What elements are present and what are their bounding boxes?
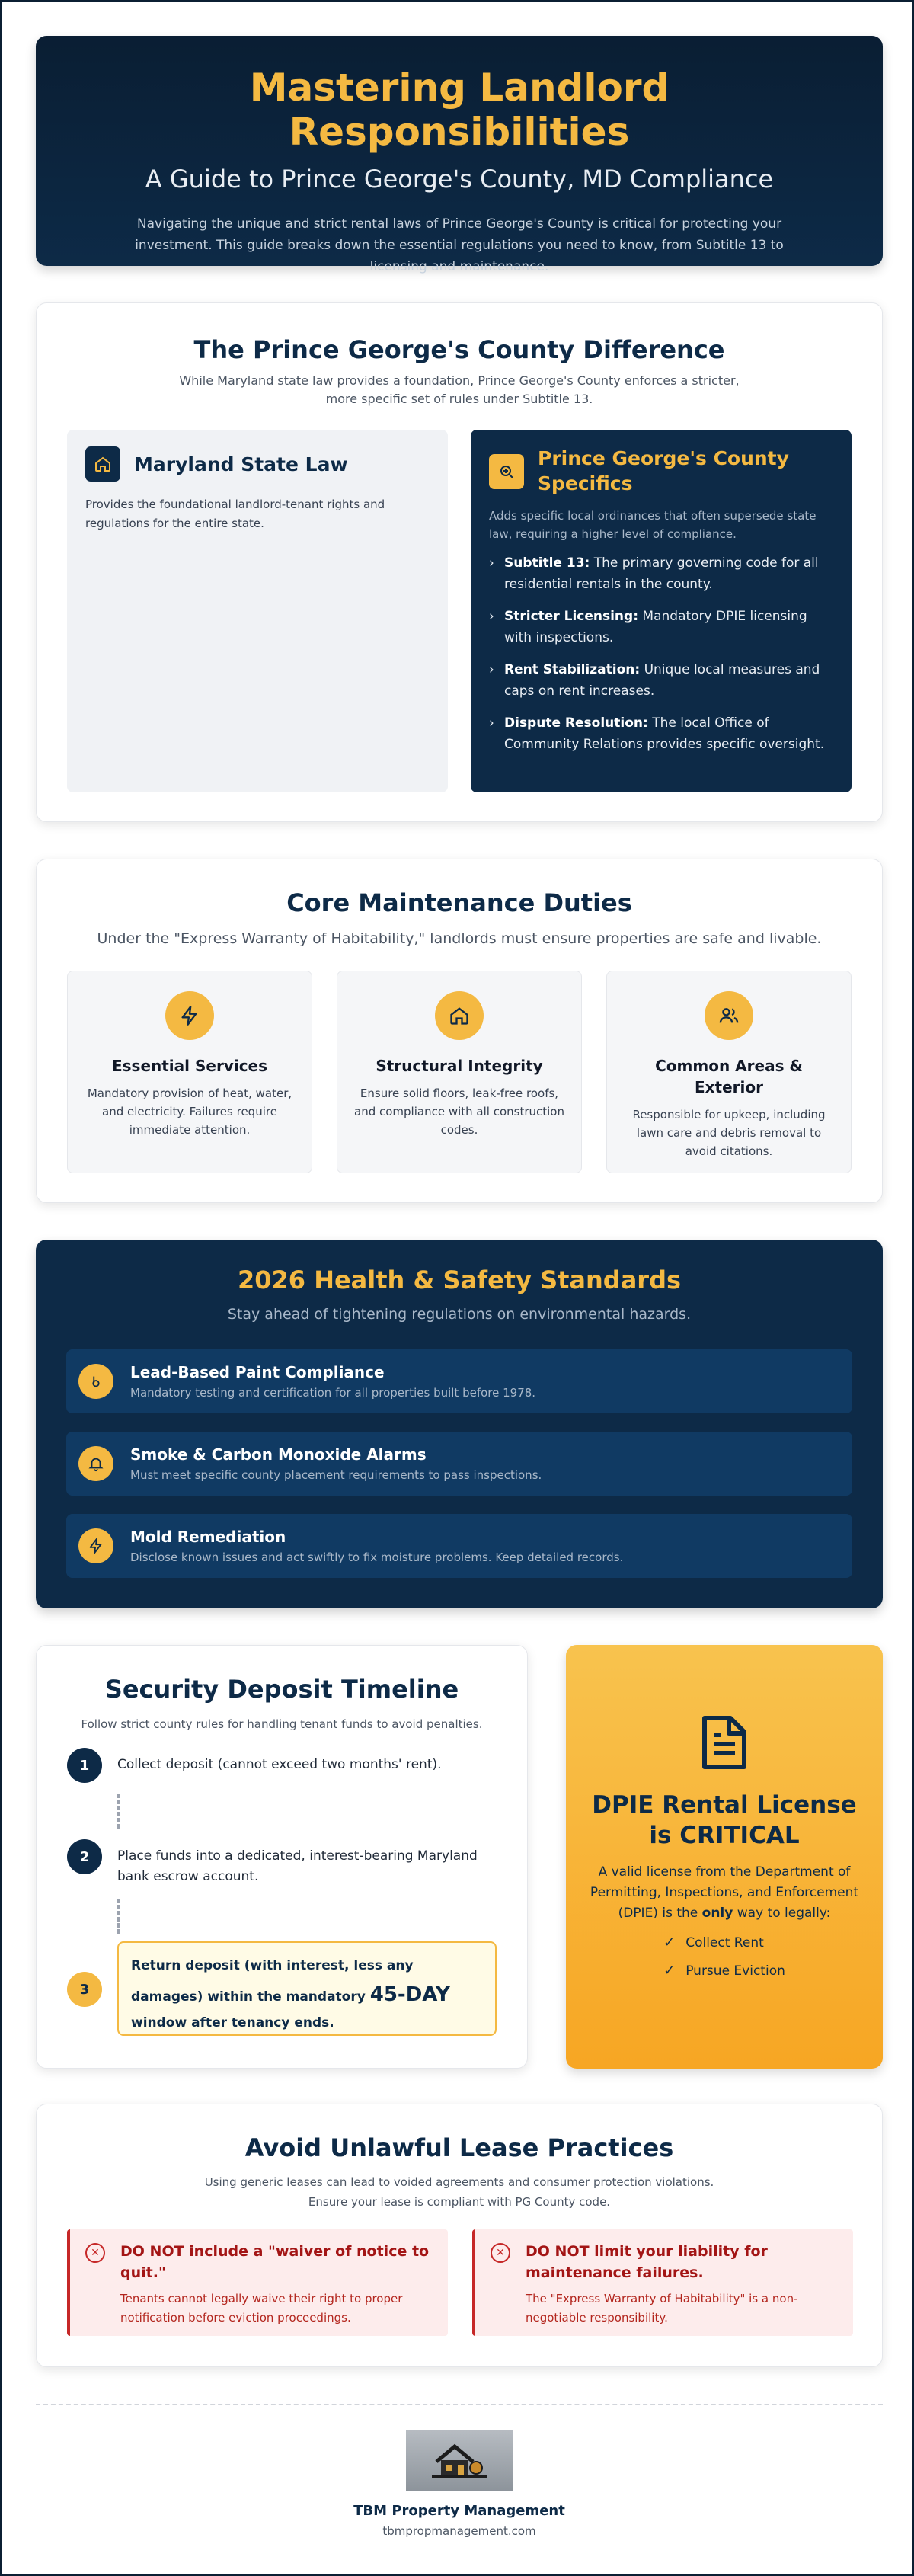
home-icon bbox=[85, 446, 120, 482]
x-circle-icon: ✕ bbox=[491, 2243, 510, 2263]
warning-text: Tenants cannot legally waive their right to proper notification before eviction proceedings. bbox=[120, 2292, 403, 2325]
section-subtitle: Follow strict county rules for handling tenant funds to avoid penalties. bbox=[81, 1717, 483, 1731]
section-title: 2026 Health & Safety Standards bbox=[237, 1266, 682, 1294]
section-subtitle: Stay ahead of tightening regulations on environmental hazards. bbox=[227, 1306, 692, 1323]
step-number: 2 bbox=[67, 1839, 102, 1874]
health-safety-section bbox=[36, 1240, 883, 1608]
duty-text: Responsible for upkeep, including lawn care and debris removal to avoid citations. bbox=[632, 1108, 826, 1158]
chevron-right-icon: › bbox=[489, 715, 494, 731]
warning-title: DO NOT include a "waiver of notice to quit." bbox=[120, 2243, 430, 2281]
list-item: ✓ Collect Rent bbox=[663, 1934, 764, 1951]
county-difference-section bbox=[36, 302, 883, 822]
paint-icon bbox=[78, 1364, 113, 1399]
dpie-license-callout bbox=[566, 1645, 883, 2069]
company-name: TBM Property Management bbox=[353, 2503, 565, 2519]
check-icon: ✓ bbox=[663, 1934, 676, 1951]
company-website-link[interactable]: tbmpropmanagement.com bbox=[382, 2524, 536, 2538]
section-subtitle: While Maryland state law provides a foundation, Prince George's County enforces a stricter, more specific set of rules under Subtitle 13. bbox=[179, 373, 740, 406]
timeline-connector bbox=[117, 1899, 120, 1934]
standard-text: Disclose known issues and act swiftly to fix moisture problems. Keep detailed records. bbox=[130, 1550, 624, 1564]
standard-title: Smoke & Carbon Monoxide Alarms bbox=[130, 1445, 427, 1464]
search-icon bbox=[489, 454, 524, 489]
list-item: › Stricter Licensing: Mandatory DPIE licensing with inspections. bbox=[489, 606, 833, 648]
duty-card-essential-services bbox=[67, 971, 312, 1173]
list-item: ✓ Pursue Eviction bbox=[663, 1963, 785, 1979]
home-icon bbox=[435, 991, 484, 1040]
lightning-icon bbox=[165, 991, 214, 1040]
standard-item-alarms bbox=[66, 1432, 852, 1496]
lightning-icon bbox=[78, 1528, 113, 1563]
section-title: Core Maintenance Duties bbox=[286, 888, 632, 917]
page-title: Mastering Landlord Responsibilities bbox=[249, 66, 670, 154]
duty-title: Common Areas & Exterior bbox=[655, 1057, 803, 1096]
standard-item-mold bbox=[66, 1514, 852, 1578]
page-subtitle: A Guide to Prince George's County, MD Compliance bbox=[145, 165, 774, 194]
section-subtitle: Under the "Express Warranty of Habitability," landlords must ensure properties are safe and livable. bbox=[97, 930, 822, 947]
hero-intro: Navigating the unique and strict rental laws of Prince George's County is critical for protecting your investment. This guide breaks down the essential regulations you need to know, from Subtitle 13 to licensing and maintenance. bbox=[135, 216, 784, 275]
county-specifics-card bbox=[471, 430, 852, 792]
warning-title: DO NOT limit your liability for maintenance failures. bbox=[526, 2243, 768, 2281]
duty-text: Ensure solid floors, leak-free roofs, and compliance with all construction codes. bbox=[354, 1086, 564, 1137]
deadline-highlight: 45-DAY bbox=[369, 1982, 450, 2006]
list-item: › Dispute Resolution: The local Office of Community Relations provides specific oversight. bbox=[489, 712, 833, 755]
chevron-right-icon: › bbox=[489, 609, 494, 625]
state-law-title: Maryland State Law bbox=[134, 453, 348, 475]
standard-text: Must meet specific county placement requirements to pass inspections. bbox=[130, 1468, 542, 1482]
duty-title: Structural Integrity bbox=[376, 1057, 543, 1075]
timeline-step-2 bbox=[67, 1839, 497, 1887]
lease-practices-section bbox=[36, 2104, 883, 2367]
timeline-step-1 bbox=[67, 1748, 497, 1783]
standard-text: Mandatory testing and certification for all properties built before 1978. bbox=[130, 1386, 536, 1400]
dpie-title: DPIE Rental License is CRITICAL bbox=[592, 1791, 857, 1850]
security-deposit-section bbox=[36, 1645, 528, 2069]
dpie-text: A valid license from the Department of Permitting, Inspections, and Enforcement (DPIE) is the only way to legally: bbox=[590, 1864, 859, 1921]
company-logo bbox=[406, 2430, 513, 2491]
bell-icon bbox=[78, 1446, 113, 1481]
users-icon bbox=[705, 991, 753, 1040]
step-text: Collect deposit (cannot exceed two months' rent). bbox=[117, 1757, 442, 1772]
warning-box-liability bbox=[472, 2229, 853, 2336]
duty-card-structural-integrity bbox=[337, 971, 582, 1173]
step-number: 3 bbox=[67, 1972, 102, 2007]
standard-item-lead-paint bbox=[66, 1349, 852, 1413]
warning-box-waiver bbox=[67, 2229, 448, 2336]
chevron-right-icon: › bbox=[489, 662, 494, 678]
section-subtitle: Using generic leases can lead to voided agreements and consumer protection violations. Ensure your lease is compliant with PG County code. bbox=[204, 2175, 714, 2209]
timeline-step-3 bbox=[67, 1941, 497, 2036]
county-specifics-list bbox=[489, 552, 833, 755]
chevron-right-icon: › bbox=[489, 555, 494, 571]
state-law-text: Provides the foundational landlord-tenant rights and regulations for the entire state. bbox=[85, 498, 385, 530]
list-item: › Subtitle 13: The primary governing code for all residential rentals in the county. bbox=[489, 552, 833, 595]
section-title: Avoid Unlawful Lease Practices bbox=[244, 2133, 674, 2162]
step-text: Place funds into a dedicated, interest-bearing Maryland bank escrow account. bbox=[117, 1848, 478, 1885]
section-title: The Prince George's County Difference bbox=[193, 335, 725, 364]
maintenance-section bbox=[36, 859, 883, 1203]
check-icon: ✓ bbox=[663, 1963, 676, 1979]
footer-divider bbox=[36, 2404, 883, 2405]
x-circle-icon: ✕ bbox=[85, 2243, 105, 2263]
step-highlight-box: Return deposit (with interest, less any damages) within the mandatory 45-DAY window after tenancy ends. bbox=[117, 1941, 497, 2036]
document-icon bbox=[589, 1714, 860, 1774]
duty-text: Mandatory provision of heat, water, and electricity. Failures require immediate attention. bbox=[87, 1086, 292, 1137]
duty-card-common-areas bbox=[606, 971, 852, 1173]
dpie-list bbox=[663, 1934, 785, 1991]
standard-title: Mold Remediation bbox=[130, 1528, 286, 1546]
county-specifics-intro: Adds specific local ordinances that often supersede state law, requiring a higher level of compliance. bbox=[489, 509, 817, 541]
standard-title: Lead-Based Paint Compliance bbox=[130, 1363, 385, 1381]
step-number: 1 bbox=[67, 1748, 102, 1783]
warning-text: The "Express Warranty of Habitability" is a non-negotiable responsibility. bbox=[526, 2292, 798, 2325]
timeline-connector bbox=[117, 1794, 120, 1829]
duty-title: Essential Services bbox=[111, 1057, 268, 1075]
section-title: Security Deposit Timeline bbox=[104, 1675, 459, 1704]
state-law-card bbox=[67, 430, 448, 792]
hero-banner bbox=[36, 36, 883, 275]
county-specifics-title: Prince George's County Specifics bbox=[538, 447, 789, 494]
list-item: › Rent Stabilization: Unique local measures and caps on rent increases. bbox=[489, 659, 833, 702]
